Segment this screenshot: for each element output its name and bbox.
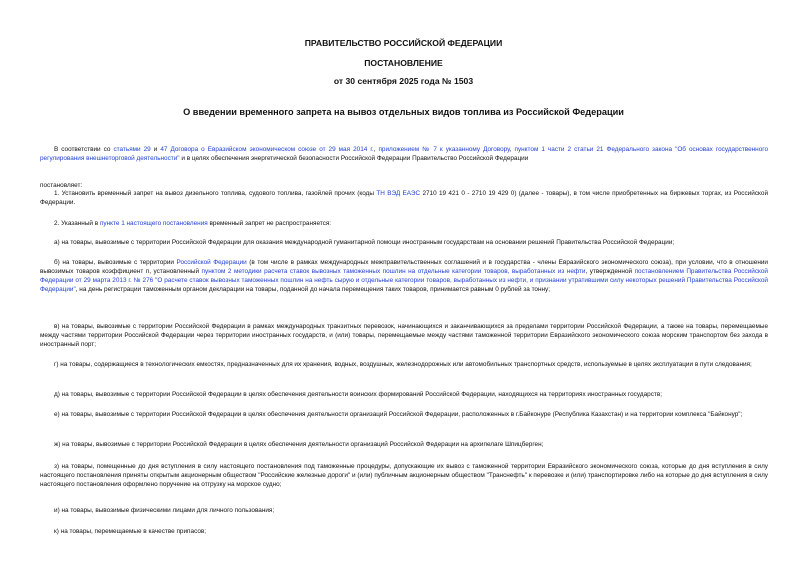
preamble-paragraph — [40, 145, 768, 163]
government-name: ПРАВИТЕЛЬСТВО РОССИЙСКОЙ ФЕДЕРАЦИИ — [304, 38, 503, 48]
link-resolution-276[interactable]: постановлением Правительства Российской Федерации от 29 марта 2013 г. № 276 "О расчете ставок вывозных таможенных пошлин на нефть сырую и отдельные категории товаров, выработанных из нефти, и признании утратившими силу некоторых решений Правительства Российской Федерации" — [40, 268, 769, 293]
link-paragraph-1[interactable]: пункте 1 настоящего постановления — [99, 220, 208, 227]
document-type: ПОСТАНОВЛЕНИЕ — [364, 58, 443, 68]
item-e: е) на товары, вывозимые с территории Российской Федерации в целях обеспечения деятельности организаций Российской Федерации, расположенных в г.Байконуре (Республика Казахстан) и на территории комплекса "Байконур"; — [54, 411, 743, 418]
item-zh: ж) на товары, вывозимые с территории Российской Федерации в целях обеспечения деятельности организаций Российской Федерации на архипелаге Шпицберген; — [54, 441, 544, 448]
document-date-number: от 30 сентября 2025 года № 1503 — [333, 76, 474, 86]
text: , на день регистрации таможенным органом декларации на товары, поданной до начала перемещения таких товаров, принимается равным 0 рублей за тонну; — [75, 286, 551, 293]
item-a: а) на товары, вывозимые с территории Российской Федерации для оказания международной гуманитарной помощи иностранным государствам на основании решений Правительства Российской Федерации; — [54, 239, 675, 246]
text: и — [150, 146, 161, 153]
link-russian-federation[interactable]: Российской Федерации — [176, 259, 247, 266]
text: б) на товары, вывозимые с территории — [54, 259, 177, 266]
item-i: и) на товары, вывозимые физическими лицами для личного пользования; — [54, 507, 275, 514]
link-methodology-p2[interactable]: пунктом 2 методики расчета ставок вывозных таможенных пошлин на отдельные категории товаров, выработанных из нефти — [201, 268, 586, 275]
text: и в целях обеспечения энергетической безопасности Российской Федерации Правительство Российской Федерации — [179, 155, 529, 162]
link-eaeu-treaty[interactable]: 47 Договора о Евразийском экономическом союзе от 29 мая 2014 г. — [160, 146, 374, 153]
text: временный запрет не распространяется: — [207, 220, 332, 227]
text: 2710 19 421 0 - 2710 19 429 0) (далее - товары), в том числе приобретенных на биржевых торгах, из Российской Федерации. — [40, 190, 769, 206]
text: 2. Указанный в — [54, 220, 100, 227]
link-annex-7[interactable]: приложением № 7 к указанному Договору — [378, 146, 510, 153]
resolves-line: постановляет: — [40, 182, 83, 189]
document-title: О введении временного запрета на вывоз отдельных видов топлива из Российской Федерации — [183, 107, 624, 117]
link-articles-29[interactable]: статьями 29 — [113, 146, 151, 153]
link-federal-law[interactable]: пунктом 1 части 2 статьи 21 Федерального закона "Об основах государственного регулирования внешнеторговой деятельности" — [40, 146, 769, 162]
item-g: г) на товары, содержащиеся в технологических емкостях, предназначенных для их хранения, водных, воздушных, железнодорожных или автомобильных транспортных средств, используемые в целях эксплуатации в пути следования; — [54, 361, 752, 368]
text: , — [509, 146, 515, 153]
item-k: к) на товары, перемещаемые в качестве припасов; — [54, 528, 207, 535]
item-v: в) на товары, вывозимые с территории Российской Федерации в рамках международных транзитных перевозок, начинающихся и заканчивающихся за пределами территории Российской Федерации, а также на товары, перемещаемые между частями территории Российской Федерации через территории иностранных государств, и (или) товары, перемещаемые между частями таможенной территории Евразийского экономического союза морским транспортом без захода в иностранный порт; — [40, 323, 768, 348]
item-d: д) на товары, вывозимые с территории Российской Федерации в целях обеспечения деятельности воинских формирований Российской Федерации, находящихся на территориях иностранных государств; — [54, 391, 662, 398]
item-z: з) на товары, помещенные до дня вступления в силу настоящего постановления под таможенные процедуры, допускающие их вывоз с таможенной территории Евразийского экономического союза, которые до дня вступления в силу настоящего постановления приняты открытым акционерным обществом "Российские железные дороги" и (или) публичным акционерным обществом "Транснефть" к перевозке и (или) транспортировке либо на которые до дня вступления в силу настоящего постановления оформлено поручение на отгрузку на морское судно; — [40, 463, 768, 488]
paragraph-1 — [40, 189, 768, 207]
item-b — [40, 258, 768, 294]
text: (в том числе в рамках международных межправительственных соглашений и в государства - члены Евразийского экономического союза), при условии, что в отношении вывозимых товаров коэффициент п, установленный — [40, 259, 768, 275]
paragraph-2 — [40, 219, 768, 228]
text: , — [373, 146, 379, 153]
text: , утвержденной — [585, 268, 635, 275]
link-tn-ved[interactable]: ТН ВЭД ЕАЭС — [376, 190, 421, 197]
text: В соответствии со — [54, 146, 114, 153]
text: 1. Установить временный запрет на вывоз дизельного топлива, судового топлива, газойлей прочих (коды — [54, 190, 377, 197]
